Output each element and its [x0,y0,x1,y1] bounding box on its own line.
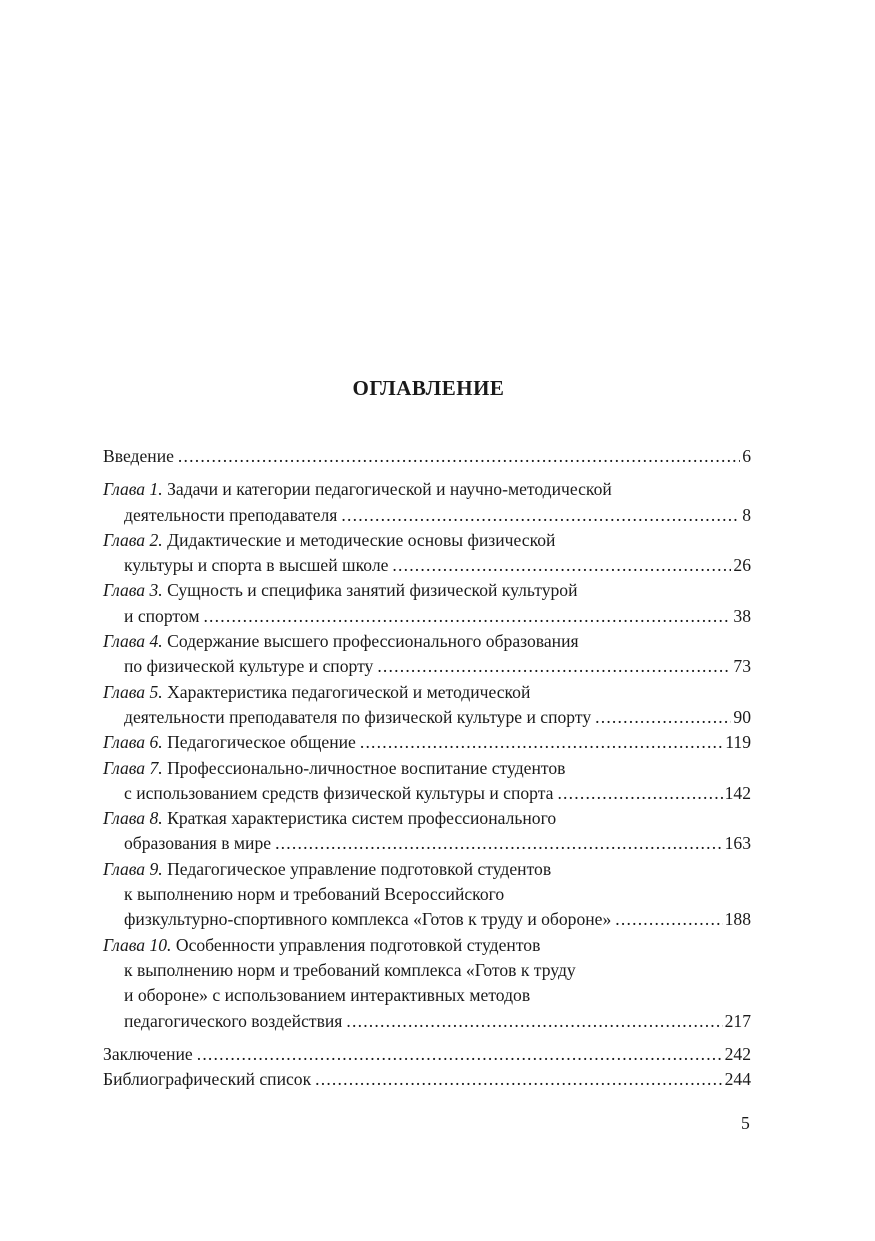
dot-leader [615,907,722,932]
dot-leader [346,1009,722,1034]
toc-entry [103,444,751,469]
toc-entry-text: и обороне» с использованием интерактивных методов [124,985,531,1006]
toc-page-number: 8 [742,504,751,525]
toc-entry [103,806,751,857]
dot-leader [557,781,722,806]
toc-page-number: 90 [733,706,751,727]
toc-entry-line [103,680,751,705]
toc-entry-text: Характеристика педагогической и методической [167,681,531,702]
dot-leader [341,503,740,528]
chapter-label: Глава 9. [103,858,163,879]
chapter-label: Глава 8. [103,808,163,829]
chapter-label: Глава 5. [103,681,163,702]
toc-entry [103,730,751,755]
toc-entry-line [103,806,751,831]
toc-entry-text: с использованием средств физической культуры и спорта [124,782,554,803]
toc-entry-line [103,958,751,983]
table-of-contents [103,444,751,1092]
toc-page-number: 242 [724,1043,751,1064]
toc-entry [103,629,751,680]
toc-title: ОГЛАВЛЕНИЕ [352,376,505,400]
toc-entry-line [103,1042,751,1067]
toc-page-number: 6 [742,446,751,466]
dot-leader [392,553,731,578]
toc-entry [103,857,751,933]
toc-entry-text: образования в мире [124,833,272,854]
toc-entry-line [103,604,751,629]
chapter-label: Глава 4. [103,631,163,652]
toc-page-number: 188 [724,909,751,930]
dot-leader [595,705,731,730]
toc-entry-line [103,831,751,856]
toc-page-number: 26 [733,555,751,576]
page-number: 5 [741,1113,750,1133]
toc-entry-line [103,444,751,469]
dot-leader [178,444,740,469]
dot-leader [275,831,723,856]
chapter-label: Глава 1. [103,479,163,500]
toc-entry-line [103,882,751,907]
toc-entry-text: Краткая характеристика систем профессионального [167,808,557,829]
toc-entry-line [103,781,751,806]
chapter-label: Глава 3. [103,580,163,601]
toc-page-number: 217 [724,1010,751,1031]
toc-entry-line [103,503,751,528]
toc-entry-line [103,629,751,654]
toc-entry-text: Задачи и категории педагогической и научно-методической [167,479,612,500]
toc-entry-text: Особенности управления подготовкой студентов [175,934,541,955]
toc-page-number: 38 [733,605,751,626]
toc-page-number: 73 [733,656,751,677]
dot-leader [377,654,731,679]
toc-page-number: 142 [724,782,751,803]
toc-entry-line [103,705,751,730]
toc-entry-text: физкультурно-спортивного комплекса «Готов к труду и обороне» [124,909,612,930]
toc-entry-line [103,1067,751,1092]
toc-entry [103,528,751,579]
toc-entry [103,1042,751,1067]
toc-entry-text: к выполнению норм и требований комплекса «Готов к труду [124,959,576,980]
dot-leader [315,1067,722,1092]
toc-entry-text: по физической культуре и спорту [124,656,374,677]
toc-entry-text: Педагогическое управление подготовкой студентов [167,858,552,879]
toc-entry [103,933,751,1034]
toc-page-number: 244 [724,1069,751,1090]
toc-entry [103,756,751,807]
toc-entry-text: Библиографический список [103,1069,312,1090]
toc-entry-line [103,1009,751,1034]
chapter-label: Глава 2. [103,529,163,550]
toc-entry-line [103,654,751,679]
toc-entry-text: к выполнению норм и требований Всероссийского [124,884,505,905]
toc-entry-line [103,553,751,578]
toc-entry [103,578,751,629]
toc-entry-text: Сущность и специфика занятий физической культурой [167,580,578,601]
dot-leader [203,604,731,629]
toc-entry-line [103,756,751,781]
toc-entry-line [103,933,751,958]
toc-entry-line [103,578,751,603]
dot-leader [197,1042,723,1067]
toc-entry-line [103,907,751,932]
toc-entry-text: Заключение [103,1043,193,1064]
toc-entry-text: и спортом [124,605,200,626]
toc-entry-text: деятельности преподавателя [124,504,338,525]
toc-entry [103,477,751,528]
toc-page-number: 163 [724,833,751,854]
toc-entry-text: Введение [103,446,174,466]
toc-entry [103,680,751,731]
toc-entry-text: педагогического воздействия [124,1010,343,1031]
toc-entry-line [103,730,751,755]
toc-entry-text: Дидактические и методические основы физической [167,529,556,550]
toc-entry-line [103,857,751,882]
toc-entry-text: Педагогическое общение [167,732,356,753]
toc-entry-text: культуры и спорта в высшей школе [124,555,389,576]
toc-entry-text: Профессионально-личностное воспитание студентов [167,757,566,778]
dot-leader [360,730,723,755]
toc-entry-line [103,477,751,502]
toc-entry-line [103,528,751,553]
toc-entry [103,1067,751,1092]
chapter-label: Глава 7. [103,757,163,778]
chapter-label: Глава 6. [103,732,163,753]
toc-entry-text: Содержание высшего профессионального образования [167,631,579,652]
toc-page-number: 119 [725,732,751,753]
toc-entry-text: деятельности преподавателя по физической культуре и спорту [124,706,592,727]
chapter-label: Глава 10. [103,934,172,955]
toc-entry-line [103,983,751,1008]
